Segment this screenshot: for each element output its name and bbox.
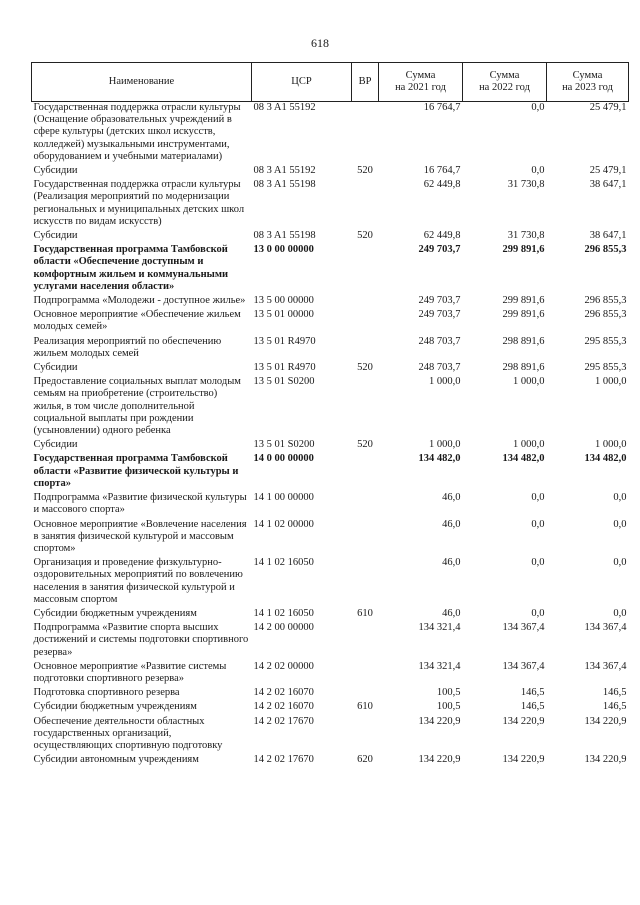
cell-sum-2023: 38 647,1 [589,179,627,191]
table-row [32,699,629,713]
cell-sum-2023: 0,0 [613,492,627,504]
cell-sum-2023: 295 855,3 [584,335,627,347]
cell-sum-2021: 62 449,8 [423,179,461,191]
cell-sum-2021: 249 703,7 [418,244,461,256]
header-sum-2022: Сумма на 2022 год [463,63,547,102]
cell-sum-2022: 299 891,6 [502,295,545,307]
cell-sum-2022: 1 000,0 [513,439,545,451]
cell-code: 14 2 02 00000 [253,660,314,672]
cell-code: 14 2 00 00000 [253,622,314,634]
cell-sum-2021: 100,5 [436,701,461,713]
table-row [32,490,629,516]
table-row [32,334,629,360]
cell-sum-2022: 299 891,6 [502,244,545,256]
cell-name: Реализация мероприятий по обеспечению жильем молодых семей [33,335,222,359]
cell-sum-2022: 146,5 [520,701,545,713]
cell-sum-2022: 134 367,4 [502,660,545,672]
table-row [32,102,629,164]
cell-code: 08 3 A1 55198 [253,230,316,242]
cell-sum-2021: 134 321,4 [418,622,461,634]
cell-name: Субсидии [33,439,78,451]
table-row [32,360,629,374]
cell-vr [352,102,379,164]
cell-sum-2021: 1 000,0 [429,376,461,388]
cell-sum-2022: 31 730,8 [507,179,545,191]
cell-name: Субсидии [33,165,78,177]
cell-sum-2022: 298 891,6 [502,335,545,347]
table-row [32,163,629,177]
cell-vr [352,177,379,228]
cell-sum-2023: 25 479,1 [589,165,627,177]
cell-code: 13 5 01 00000 [253,309,314,321]
cell-sum-2023: 296 855,3 [584,295,627,307]
table-row [32,451,629,490]
cell-sum-2023: 134 220,9 [584,754,627,766]
cell-name: Подпрограмма «Развитие спорта высших достижений и системы подготовки спортивного резерва» [33,622,249,658]
cell-sum-2022: 1 000,0 [513,376,545,388]
cell-sum-2023: 38 647,1 [589,230,627,242]
cell-sum-2022: 31 730,8 [507,230,545,242]
cell-code: 14 1 02 00000 [253,518,314,530]
cell-sum-2021: 46,0 [442,557,461,569]
cell-vr: 610 [357,607,373,619]
table-row [32,685,629,699]
cell-name: Государственная поддержка отрасли культуры (Реализация мероприятий по модернизации региональных и муниципальных детских школ искусств по видам искусств) [33,179,245,227]
cell-code: 14 2 02 16070 [253,687,314,699]
cell-sum-2022: 299 891,6 [502,309,545,321]
cell-name: Подготовка спортивного резерва [33,687,180,699]
cell-name: Предоставление социальных выплат молодым семьям на приобретение (строительство) жилья, в том числе дополнительной социальной выплаты при рождении (усыновлении) одного ребенка [33,376,241,437]
cell-sum-2023: 146,5 [602,687,627,699]
cell-vr: 520 [357,362,373,374]
header-code: ЦСР [252,63,352,102]
cell-code: 13 5 01 S0200 [253,376,315,388]
cell-code: 08 3 A1 55192 [253,165,316,177]
cell-name: Подпрограмма «Развитие физической культуры и массового спорта» [33,492,247,516]
cell-vr [352,714,379,753]
cell-code: 14 1 02 16050 [253,607,314,619]
cell-sum-2021: 46,0 [442,518,461,530]
cell-vr [352,451,379,490]
cell-sum-2022: 0,0 [531,102,545,113]
cell-sum-2023: 0,0 [613,557,627,569]
cell-vr: 520 [357,439,373,451]
cell-sum-2021: 62 449,8 [423,230,461,242]
cell-sum-2021: 248 703,7 [418,335,461,347]
header-name: Наименование [32,63,252,102]
cell-code: 08 3 A1 55198 [253,179,316,191]
cell-sum-2023: 1 000,0 [595,376,627,388]
header-sum-2023: Сумма на 2023 год [547,63,629,102]
cell-sum-2022: 0,0 [531,557,545,569]
table-row [32,228,629,242]
table-row [32,177,629,228]
cell-sum-2021: 134 482,0 [418,453,461,465]
table-row [32,659,629,685]
cell-name: Субсидии автономным учреждениям [33,754,199,766]
table-header-row [32,63,629,102]
cell-code: 14 1 02 16050 [253,557,314,569]
cell-sum-2021: 248 703,7 [418,362,461,374]
cell-code: 08 3 A1 55192 [253,102,316,113]
header-sum-2021: Сумма на 2021 год [379,63,463,102]
cell-sum-2023: 295 855,3 [584,362,627,374]
table-row [32,374,629,437]
cell-name: Подпрограмма «Молодежи - доступное жилье» [33,295,246,307]
table-row [32,752,629,766]
cell-sum-2021: 134 321,4 [418,660,461,672]
cell-vr [352,242,379,293]
cell-sum-2023: 0,0 [613,518,627,530]
cell-code: 13 5 00 00000 [253,295,314,307]
cell-sum-2022: 146,5 [520,687,545,699]
table-row [32,555,629,606]
table-row [32,517,629,556]
cell-sum-2023: 134 367,4 [584,660,627,672]
cell-sum-2023: 134 220,9 [584,715,627,727]
cell-sum-2021: 100,5 [436,687,461,699]
cell-vr [352,307,379,333]
cell-vr [352,517,379,556]
cell-vr: 520 [357,230,373,242]
cell-sum-2021: 16 764,7 [423,165,461,177]
cell-vr [352,490,379,516]
cell-name: Организация и проведение физкультурно-оздоровительных мероприятий по вовлечению населения в занятия физической культурой и массовым спортом [33,557,243,605]
cell-code: 14 1 00 00000 [253,492,314,504]
budget-table [31,62,629,766]
cell-name: Субсидии бюджетным учреждениям [33,607,197,619]
cell-name: Субсидии [33,230,78,242]
cell-code: 13 5 01 R4970 [253,335,316,347]
cell-vr [352,293,379,307]
cell-name: Основное мероприятие «Вовлечение населения в занятия физической культурой и массовым спортом» [33,518,247,554]
cell-sum-2023: 134 482,0 [584,453,627,465]
cell-name: Субсидии бюджетным учреждениям [33,701,197,713]
cell-sum-2022: 0,0 [531,492,545,504]
cell-code: 13 5 01 S0200 [253,439,315,451]
cell-name: Государственная программа Тамбовской области «Обеспечение доступным и комфортным жильем и коммунальными услугами населения области» [33,244,229,292]
cell-sum-2022: 134 482,0 [502,453,545,465]
cell-name: Основное мероприятие «Обеспечение жильем молодых семей» [33,309,241,333]
table-row [32,242,629,293]
table-row [32,307,629,333]
cell-sum-2021: 134 220,9 [418,715,461,727]
cell-code: 13 5 01 R4970 [253,362,316,374]
cell-code: 13 0 00 00000 [253,244,314,256]
cell-vr: 610 [357,701,373,713]
cell-sum-2022: 134 367,4 [502,622,545,634]
cell-sum-2022: 298 891,6 [502,362,545,374]
cell-sum-2023: 1 000,0 [595,439,627,451]
table-row [32,437,629,451]
cell-sum-2023: 25 479,1 [589,102,627,113]
cell-sum-2021: 134 220,9 [418,754,461,766]
cell-code: 14 2 02 17670 [253,715,314,727]
cell-sum-2022: 0,0 [531,607,545,619]
cell-code: 14 2 02 16070 [253,701,314,713]
cell-vr [352,374,379,437]
cell-sum-2022: 0,0 [531,518,545,530]
header-vr: ВР [352,63,379,102]
cell-name: Обеспечение деятельности областных государственных организаций, осуществляющих спортивную подготовку [33,715,223,751]
cell-sum-2022: 134 220,9 [502,754,545,766]
cell-vr [352,685,379,699]
cell-vr: 620 [357,754,373,766]
table-row [32,606,629,620]
cell-name: Государственная поддержка отрасли культуры (Оснащение образовательных учреждений в сфере культуры (детских школ искусств, колледжей) музыкальными инструментами, оборудованием и учебными материалами) [33,102,241,162]
table-row [32,620,629,659]
cell-sum-2023: 296 855,3 [584,244,627,256]
cell-sum-2021: 16 764,7 [423,102,461,113]
cell-sum-2023: 146,5 [602,701,627,713]
cell-vr [352,334,379,360]
cell-sum-2023: 296 855,3 [584,309,627,321]
cell-name: Государственная программа Тамбовской области «Развитие физической культуры и спорта» [33,453,239,489]
cell-vr [352,659,379,685]
cell-vr: 520 [357,165,373,177]
cell-sum-2023: 0,0 [613,607,627,619]
cell-sum-2021: 46,0 [442,607,461,619]
cell-name: Субсидии [33,362,78,374]
cell-sum-2022: 134 220,9 [502,715,545,727]
cell-sum-2021: 1 000,0 [429,439,461,451]
page-number: 618 [311,36,329,50]
cell-vr [352,555,379,606]
cell-sum-2021: 46,0 [442,492,461,504]
cell-sum-2022: 0,0 [531,165,545,177]
cell-vr [352,620,379,659]
cell-sum-2021: 249 703,7 [418,295,461,307]
cell-sum-2023: 134 367,4 [584,622,627,634]
cell-name: Основное мероприятие «Развитие системы подготовки спортивного резерва» [33,660,227,684]
cell-code: 14 2 02 17670 [253,754,314,766]
table-row [32,714,629,753]
table-row [32,293,629,307]
cell-code: 14 0 00 00000 [253,453,314,465]
cell-sum-2021: 249 703,7 [418,309,461,321]
